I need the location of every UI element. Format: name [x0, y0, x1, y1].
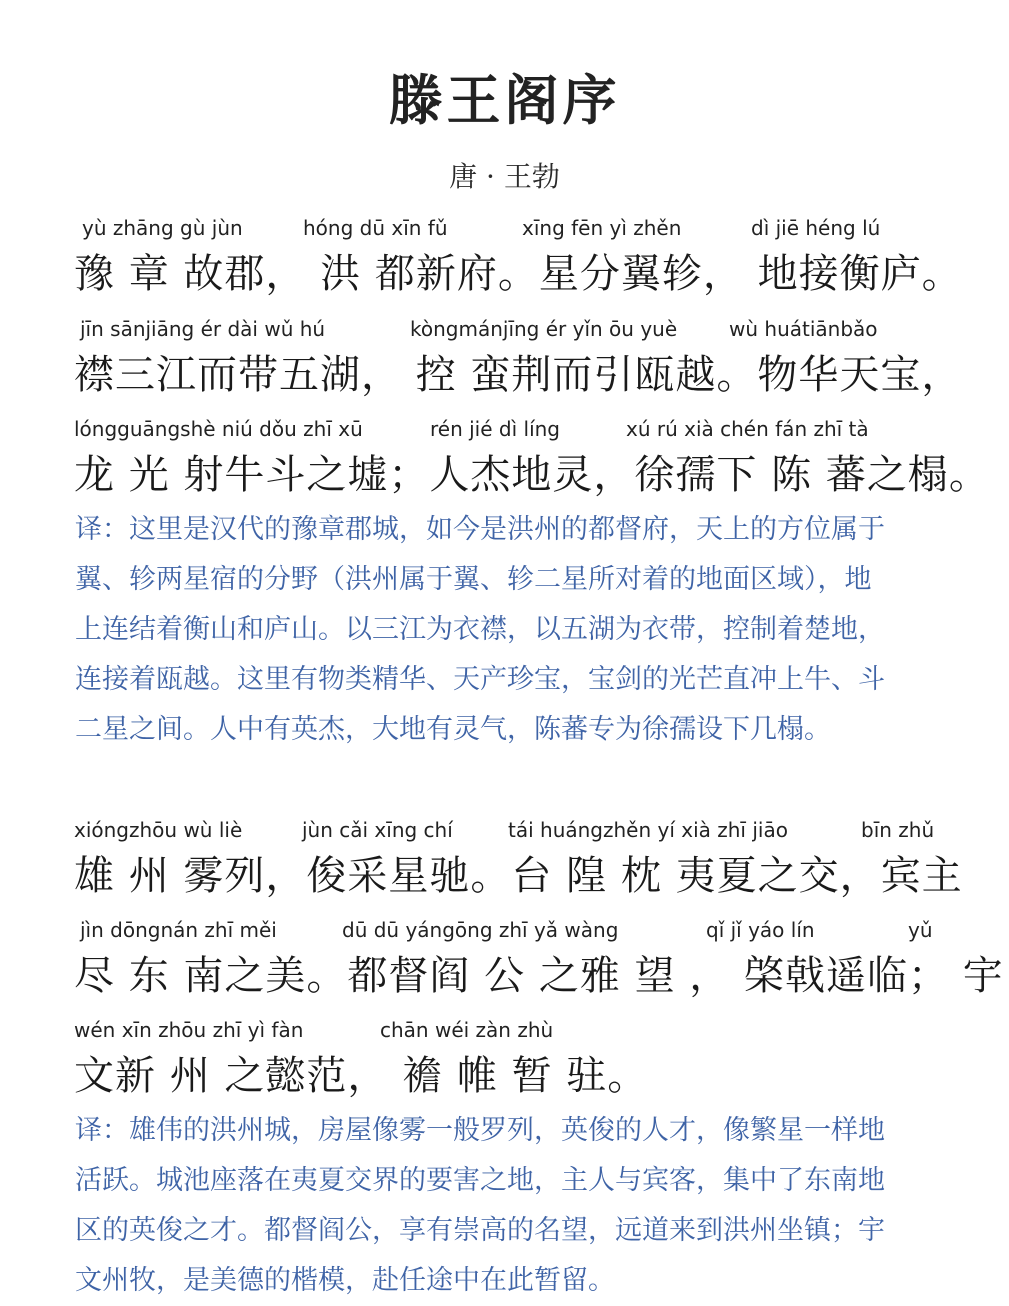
hanzi-row: 雄 州 雾列，俊采星驰。台 隍 枕 夷夏之交，宾主	[74, 853, 963, 899]
pinyin-group: qǐ jǐ yáo lín	[706, 918, 815, 942]
author-line: 唐 · 王勃	[449, 160, 560, 193]
pinyin-group: yù zhāng gù jùn	[82, 216, 243, 240]
pinyin-group: dì jiē héng lú	[751, 216, 881, 240]
pinyin-group: chān wéi zàn zhù	[380, 1018, 554, 1042]
pinyin-row	[74, 1018, 954, 1044]
pinyin-row	[74, 216, 954, 242]
pinyin-row	[74, 818, 954, 844]
pinyin-group: kòngmánjīng ér yǐn ōu yuè	[410, 317, 678, 341]
translation-block	[75, 505, 945, 755]
hanzi-row: 尽 东 南之美。都督阎 公 之雅 望 ， 棨戟遥临； 宇	[74, 953, 1004, 999]
translation-line: 二星之间。人中有英杰，大地有灵气，陈蕃专为徐孺设下几榻。	[75, 714, 831, 745]
pinyin-group: rén jié dì líng	[430, 417, 560, 441]
translation-line: 活跃。城池座落在夷夏交界的要害之地，主人与宾客，集中了东南地	[75, 1165, 885, 1196]
pinyin-group: xióngzhōu wù liè	[74, 818, 243, 842]
translation-line: 译：雄伟的洪州城，房屋像雾一般罗列，英俊的人才，像繁星一样地	[75, 1115, 885, 1146]
pinyin-group: lóngguāngshè niú dǒu zhī xū	[74, 417, 363, 441]
hanzi-row: 龙 光 射牛斗之墟；人杰地灵，徐孺下 陈 蕃之榻。	[74, 452, 990, 498]
pinyin-group: hóng dū xīn fǔ	[303, 216, 448, 240]
translation-line: 连接着瓯越。这里有物类精华、天产珍宝，宝剑的光芒直冲上牛、斗	[75, 664, 885, 695]
pinyin-group: wén xīn zhōu zhī yì fàn	[74, 1018, 304, 1042]
hanzi-row: 襟三江而带五湖， 控 蛮荆而引瓯越。物华天宝，	[74, 352, 963, 398]
pinyin-group: jīn sānjiāng ér dài wǔ hú	[80, 317, 326, 341]
pinyin-row	[74, 317, 954, 343]
pinyin-group: tái huángzhěn yí xià zhī jiāo	[508, 818, 788, 842]
hanzi-row: 文新 州 之懿范， 襜 帷 暂 驻。	[74, 1053, 649, 1099]
pinyin-group: jùn cǎi xīng chí	[302, 818, 453, 842]
hanzi-row: 豫 章 故郡， 洪 都新府。星分翼轸， 地接衡庐。	[74, 251, 963, 297]
page-title: 滕王阁序	[388, 68, 621, 132]
translation-line: 文州牧，是美德的楷模，赴任途中在此暂留。	[75, 1265, 615, 1296]
pinyin-row	[74, 918, 954, 944]
pinyin-group: bīn zhǔ	[861, 818, 935, 842]
pinyin-group: xīng fēn yì zhěn	[522, 216, 682, 240]
pinyin-group: xú rú xià chén fán zhī tà	[626, 417, 869, 441]
translation-line: 区的英俊之才。都督阎公，享有崇高的名望，远道来到洪州坐镇；宇	[75, 1215, 885, 1246]
translation-block	[75, 1106, 945, 1306]
pinyin-group: wù huátiānbǎo	[729, 317, 878, 341]
pinyin-row	[74, 417, 954, 443]
translation-line: 上连结着衡山和庐山。以三江为衣襟，以五湖为衣带，控制着楚地，	[75, 614, 885, 645]
pinyin-group: dū dū yángōng zhī yǎ wàng	[342, 918, 619, 942]
pinyin-group: jìn dōngnán zhī měi	[80, 918, 277, 942]
translation-line: 译：这里是汉代的豫章郡城，如今是洪州的都督府，天上的方位属于	[75, 514, 885, 545]
translation-line: 翼、轸两星宿的分野（洪州属于翼、轸二星所对着的地面区域），地	[75, 564, 872, 595]
pinyin-group: yǔ	[908, 918, 933, 942]
